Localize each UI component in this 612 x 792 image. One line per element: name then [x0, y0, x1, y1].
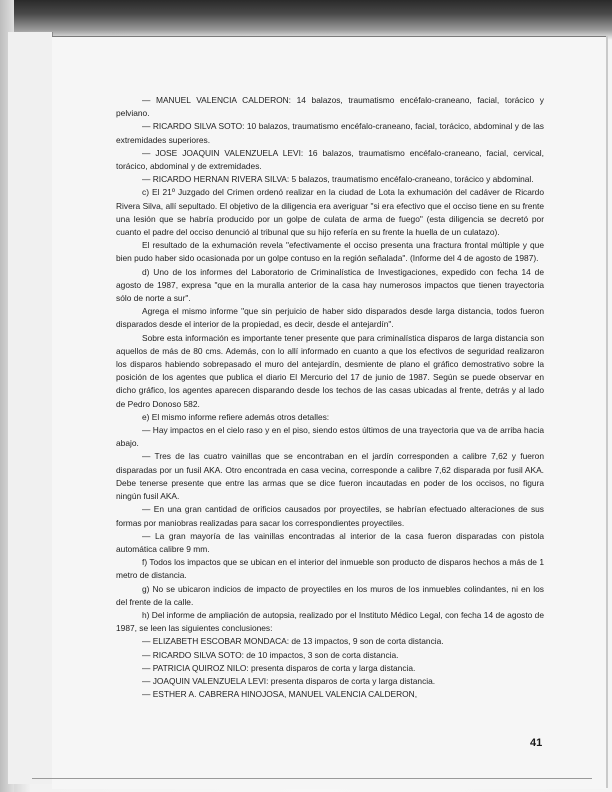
page-bottom-edge — [32, 778, 592, 779]
paragraph: — JOAQUIN VALENZUELA LEVI: presenta disparos de corta y larga distancia. — [142, 675, 436, 686]
page-number: 41 — [530, 737, 543, 749]
facing-page-edge — [8, 32, 53, 784]
paragraph: Agrega el mismo informe "que sin perjuicio de haber sido disparados desde larga distancia, todos fueron disparados desde el interior de la propiedad, es decir, desde el antejardín". — [116, 306, 544, 330]
paragraph: — RICARDO SILVA SOTO: de 10 impactos, 3 son de corta distancia. — [142, 649, 399, 660]
scan-top-shadow — [0, 0, 612, 40]
paragraph: — En una gran cantidad de orificios causados por proyectiles, se habrían efectuado alteraciones de sus formas por maniobras realizadas para sacar los correspondientes proyectiles. — [116, 504, 544, 528]
paragraph: d) Uno de los informes del Laboratorio de Criminalística de Investigaciones, expedido con fecha 14 de agosto de 1987, expresa "que en la muralla anterior de la casa hay numerosos impactos que tienen trayectoria sólo de norte a sur". — [116, 266, 544, 304]
paragraph: f) Todos los impactos que se ubican en el interior del inmueble son producto de disparos hechos a más de 1 metro de distancia. — [116, 557, 544, 581]
page-right-edge — [606, 36, 608, 788]
paragraph: — RICARDO HERNAN RIVERA SILVA: 5 balazos, traumatismo encéfalo-craneano, torácico y abdominal. — [142, 174, 534, 185]
paragraph: Sobre esta información es importante tener presente que para criminalística disparos de larga distancia son aquellos de más de 80 cms. Además, con lo allí informado en cuanto a que los efectivos de seguridad realizaron los disparos habiendo sobrepasado el muro del antejardín, desmiente de plano el gráfico demostrativo sobre la posición de los agentes que publica el diario El Mercurio del 17 de junio de 1987. Según se puede observar en dicho gráfico, los agentes aparecen disparando desde los techos de las casas ubicadas al frente, detrás y al lado de Pedro Donoso 582. — [116, 332, 544, 409]
paragraph: — ELIZABETH ESCOBAR MONDACA: de 13 impactos, 9 son de corta distancia. — [142, 636, 444, 647]
paragraph: El resultado de la exhumación revela "efectivamente el occiso presenta una fractura frontal múltiple y que bien pudo haber sido ocasionada por un golpe contuso en la región señalada". (Informe del 4 de agosto de 1987). — [116, 240, 544, 264]
paragraph: — JOSE JOAQUIN VALENZUELA LEVI: 16 balazos, traumatismo encéfalo-craneano, facial, cervical, torácico, abdominal y de extremidades. — [116, 147, 544, 172]
paragraph: — Hay impactos en el cielo raso y en el piso, siendo estos últimos de una trayectoria que va de arriba hacia abajo. — [116, 425, 544, 449]
paragraph: h) Del informe de ampliación de autopsia, realizado por el Instituto Médico Legal, con fecha 14 de agosto de 1987, se leen las siguientes conclusiones: — [116, 609, 544, 634]
paragraph: — ESTHER A. CABRERA HINOJOSA, MANUEL VALENCIA CALDERON, — [142, 689, 418, 700]
paragraph: — RICARDO SILVA SOTO: 10 balazos, traumatismo encéfalo-craneano, facial, torácico, abdominal y de las extremidades superiores. — [116, 121, 544, 145]
paragraph: — PATRICIA QUIROZ NILO: presenta disparos de corta y larga distancia. — [142, 662, 416, 673]
body-text — [116, 94, 544, 701]
paragraph: — MANUEL VALENCIA CALDERON: 14 balazos, traumatismo encéfalo-craneano, facial, torácico y pelviano. — [116, 95, 544, 119]
paragraph: g) No se ubicaron indicios de impacto de proyectiles en los muros de los inmuebles colindantes, ni en los del frente de la calle. — [116, 583, 544, 607]
paragraph: e) El mismo informe refiere además otros detalles: — [142, 411, 330, 422]
paragraph: c) El 21º Juzgado del Crimen ordenó realizar en la ciudad de Lota la exhumación del cadáver de Ricardo Rivera Silva, allí sepultado. El objetivo de la diligencia era averiguar "si era efectivo que el occiso tiene en su frente una lesión que se habría producido por un golpe de culata de arma de fuego" (esta diligencia se decretó por cuanto el padre del occiso denunció al tribunal que su hijo refería en su frente la huella de un culatazo). — [116, 187, 544, 238]
paragraph: — La gran mayoría de las vainillas encontradas al interior de la casa fueron disparadas con pistola automática calibre 9 mm. — [116, 530, 544, 554]
paragraph: — Tres de las cuatro vainillas que se encontraban en el jardín corresponden a calibre 7,62 y fueron disparadas por un fusil AKA. Otro encontrada en casa vecina, corresponde a calibre 7,62 disparada por fusil AKA. Debe tenerse presente que entre las armas que se dice fueron incautadas en poder de los occisos, no figura ningún fusil AKA. — [116, 451, 544, 502]
